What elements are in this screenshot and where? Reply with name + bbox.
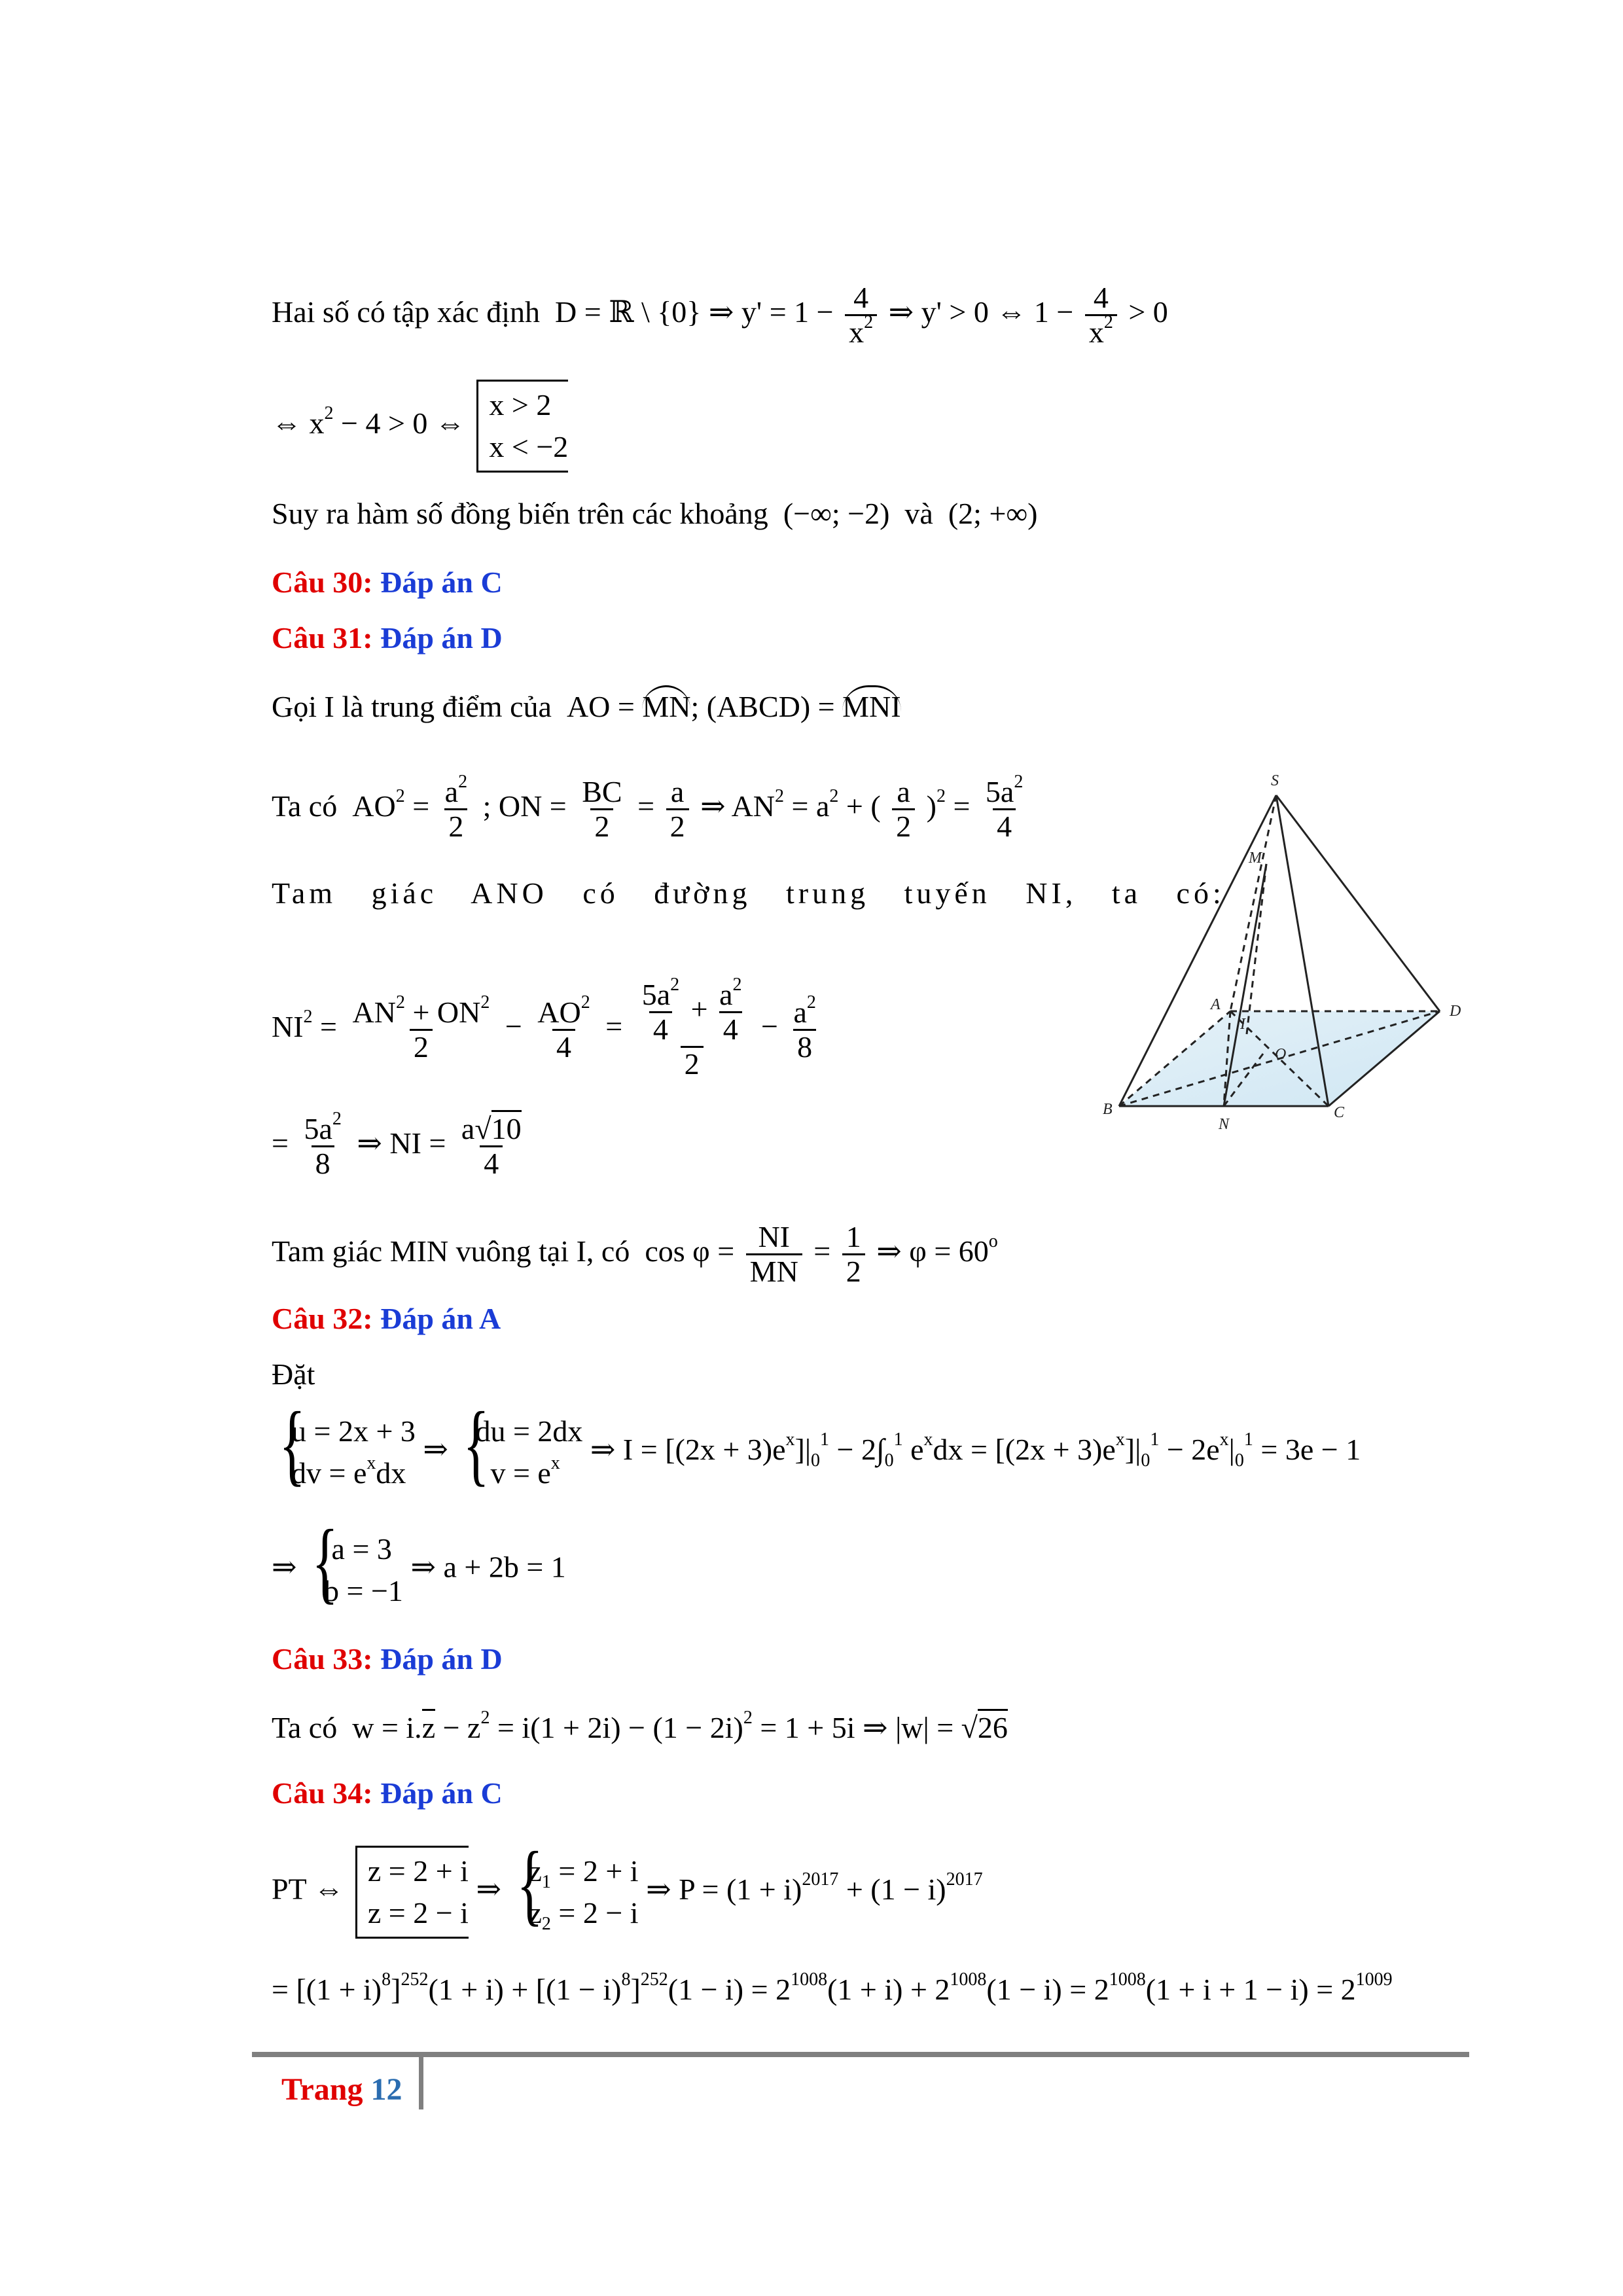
- text-line-complex-w: Ta có $w = i.z - z^2 = i(1 + 2i) - (1 - 2i)^2 = 1 + 5i$ ⇒ |w| = √26: [272, 1708, 1008, 1744]
- text-line-lengths: Ta có $AO^2$ = $\frac{a^2}{2}$ ; ON = $\frac{BC}{2}$ = $\frac{a}{2}$ ⇒ $AN^2 = a^2$ + ( $\frac{a}{2}$ )$^2$ = $\frac{5a^2}{4}$: [272, 772, 1024, 843]
- vertex-label-m: M: [1249, 850, 1262, 867]
- vertex-label-a: A: [1211, 996, 1221, 1013]
- text-line-roots: PT ⇔ z = 2 + i z = 2 − i ⇒ { $z_1 = 2 + i$ $z_2 = 2 - i$ ⇒ $P = (1 + i)^{2017} + (1 - i)^{2017}$: [272, 1846, 983, 1939]
- question-34-heading: Câu 34: Đáp án C: [272, 1776, 503, 1810]
- text-line-domain: Hai số có tập xác định D = ℝ \ {0} ⇒ y' = 1 − $\frac{4}{x^2}$ ⇒ y' > 0 ⇔ 1 − $\frac{4}{x^2}$ > 0: [272, 281, 1168, 349]
- vertex-label-n: N: [1219, 1116, 1230, 1133]
- vertex-label-o: O: [1275, 1046, 1287, 1063]
- question-32-heading: Câu 32: Đáp án A: [272, 1302, 501, 1335]
- question-30-heading: Câu 30: Đáp án C: [272, 565, 503, 599]
- footer-divider: [419, 2057, 423, 2109]
- footer-rule: [252, 2052, 1469, 2057]
- vertex-label-s: S: [1271, 772, 1279, 789]
- text-line-midpoint: Gọi I là trung điểm của AO = MN; (ABCD) = MNI: [272, 687, 901, 726]
- text-line-median: Tam giác ANO có đường trung tuyến NI, ta có:: [272, 876, 1225, 910]
- text-line-ni-result: = $\frac{5a^2}{8}$ ⇒ NI = $\frac{a√10}{4}$: [272, 1109, 522, 1180]
- vertex-label-c: C: [1334, 1104, 1345, 1121]
- text-line-integration-by-parts: { u = 2x + 3 dv = $e^xdx$ ⇒ { du = 2dx $v = e^x$ ⇒ $I = [(2x + 3)e^x]|_0^1 - 2\int_0^1$ $e^xdx = [(2x + 3)e^x]|_0^1 - 2e^x|_0^1 = 3e - 1$: [272, 1410, 1361, 1494]
- question-31-heading: Câu 31: Đáp án D: [272, 621, 503, 655]
- text-line-ni-formula: $NI^2$ = $\frac{AN^2 + ON^2}{2}$ − $\frac{AO^2}{4}$ = $\frac{5a^2}{4}$ + $\frac{a^2}{4}$ 2 − $\frac{a^2}{8}$: [272, 975, 816, 1081]
- text-line-conclusion: Suy ra hàm số đồng biến trên các khoảng (−∞; −2) và (2; +∞): [272, 497, 1038, 530]
- vertex-label-b: B: [1103, 1101, 1113, 1118]
- text-line-inequality: ⇔ $x^2 - 4 > 0$ ⇔ x > 2 x < −2: [272, 380, 568, 473]
- text-line-cos: Tam giác MIN vuông tại I, có cos φ = $\frac{NI}{MN}$ = $\frac{1}{2}$ ⇒ $\varphi = 60^o$: [272, 1220, 998, 1288]
- text-line-power-result: = $[(1 + i)^8]^{252}(1 + i) + [(1 - i)^8]^{252}(1 - i) = 2^{1008}(1 + i) + 2^{1008}(1 - i) = 2^{1008}(1 + i + 1 - i) = 2^{1009}$: [272, 1969, 1393, 2006]
- page-number: Trang 12: [281, 2072, 402, 2107]
- pyramid-figure: [1099, 766, 1479, 1152]
- text-line-substitution: Đặt: [272, 1357, 315, 1391]
- text-line-ab-result: ⇒ { a = 3 b = −1 ⇒ a + 2b = 1: [272, 1528, 566, 1612]
- vertex-label-i: I: [1240, 1016, 1245, 1033]
- vertex-label-d: D: [1450, 1003, 1461, 1020]
- question-33-heading: Câu 33: Đáp án D: [272, 1642, 503, 1676]
